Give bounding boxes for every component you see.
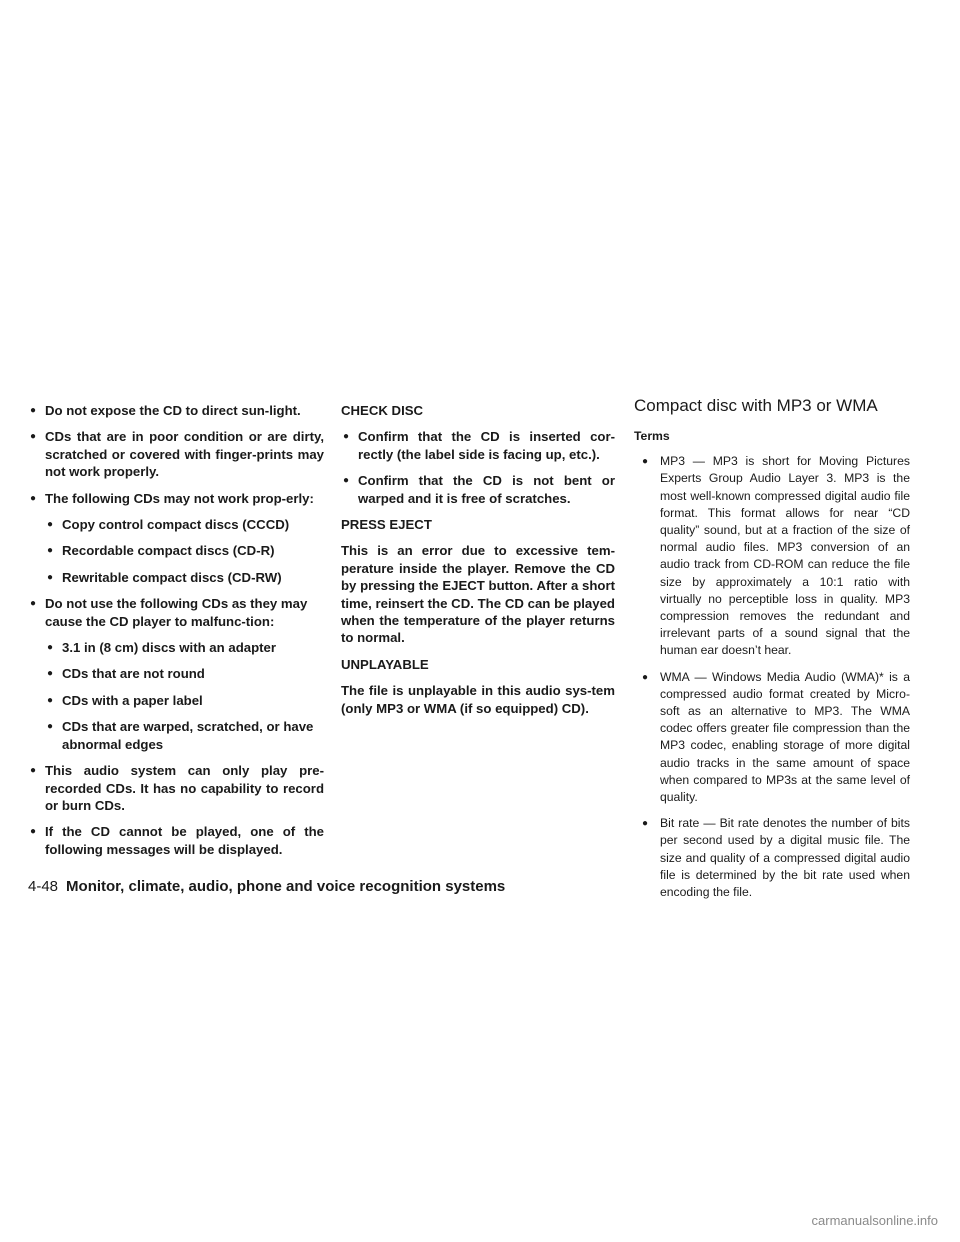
list-item: ● If the CD cannot be played, one of the following messages will be displayed.	[28, 823, 324, 858]
terms-list	[634, 453, 910, 901]
unplayable-heading: UNPLAYABLE	[341, 656, 429, 672]
sub-list-item: ● Copy control compact discs (CCCD)	[45, 516, 324, 533]
cd-care-list	[28, 402, 324, 858]
check-disc-list	[341, 428, 615, 507]
sub-list-item: ● CDs that are not round	[45, 665, 324, 682]
sub-list-item: ● 3.1 in (8 cm) discs with an adapter	[45, 639, 324, 656]
press-eject-text: This is an error due to excessive tem-perature inside the player. Remove the CD by pressing the EJECT button. After a short time, reinsert the CD. The CD can be played when the temperature of the player returns to normal.	[341, 543, 615, 646]
chapter-title: Monitor, climate, audio, phone and voice recognition systems	[66, 878, 506, 895]
malfunction-cd-types-list	[45, 639, 324, 753]
term-item: ● MP3 — MP3 is short for Moving Pictures Experts Group Audio Layer 3. MP3 is the most well-known compressed digital audio file format. This format allows for near “CD quality” sound, but at a fraction of the size of normal audio files. MP3 conversion of an audio track from CD-ROM can reduce the file size by approximately a 10:1 ratio with virtually no perceptible loss in quality. MP3 compression removes the redundant and irrelevant parts of a sound signal that the human ear doesn’t hear.	[640, 453, 910, 659]
page-footer	[28, 878, 505, 895]
sub-list-item: ● CDs that are warped, scratched, or have abnormal edges	[45, 718, 324, 753]
list-item: ● Confirm that the CD is not bent or warped and it is free of scratches.	[341, 472, 615, 507]
section-title: Compact disc with MP3 or WMA	[634, 396, 878, 415]
page-number: 4-48	[28, 878, 59, 895]
term-item: ● Bit rate — Bit rate denotes the number of bits per second used by a digital music file. The size and quality of a compressed digital audio file is determined by the bit rate used when encoding the file.	[640, 815, 910, 901]
terms-heading: Terms	[634, 429, 670, 443]
term-item: ● WMA — Windows Media Audio (WMA)* is a compressed audio format created by Micro-soft as an alternative to MP3. The WMA codec offers greater file compression than the MP3 codec, enabling storage of more digital audio tracks in the same amount of space when compared to MP3s at the same level of quality.	[640, 669, 910, 807]
list-item: ● This audio system can only play pre-recorded CDs. It has no capability to record or burn CDs.	[28, 762, 324, 814]
sub-list-item: ● Rewritable compact discs (CD-RW)	[45, 569, 324, 586]
right-column	[634, 396, 910, 910]
list-item: ● Do not use the following CDs as they may cause the CD player to malfunc-tion: ● 3.1 in (8 cm) discs with an adapter ● CDs that are not round ● CDs with a paper label ● CDs that are warped, scratched, or have abnormal edges	[28, 595, 324, 753]
check-disc-heading: CHECK DISC	[341, 403, 424, 418]
middle-column	[341, 402, 615, 726]
list-item: ● Do not expose the CD to direct sun-light.	[28, 402, 324, 419]
sub-list-item: ● CDs with a paper label	[45, 692, 324, 709]
sub-list-item: ● Recordable compact discs (CD-R)	[45, 542, 324, 559]
watermark: carmanualsonline.info	[811, 1213, 938, 1228]
left-column	[28, 402, 324, 867]
press-eject-heading: PRESS EJECT	[341, 517, 432, 533]
list-item: ● Confirm that the CD is inserted cor-rectly (the label side is facing up, etc.).	[341, 428, 615, 463]
list-item: ● CDs that are in poor condition or are dirty, scratched or covered with finger-prints may not work properly.	[28, 428, 324, 480]
unplayable-text: The file is unplayable in this audio sys-tem (only MP3 or WMA (if so equipped) CD).	[341, 683, 615, 716]
list-item: ● The following CDs may not work prop-erly: ● Copy control compact discs (CCCD) ● Recordable compact discs (CD-R) ● Rewritable compact discs (CD-RW)	[28, 490, 324, 587]
unsupported-cd-types-list	[45, 516, 324, 586]
